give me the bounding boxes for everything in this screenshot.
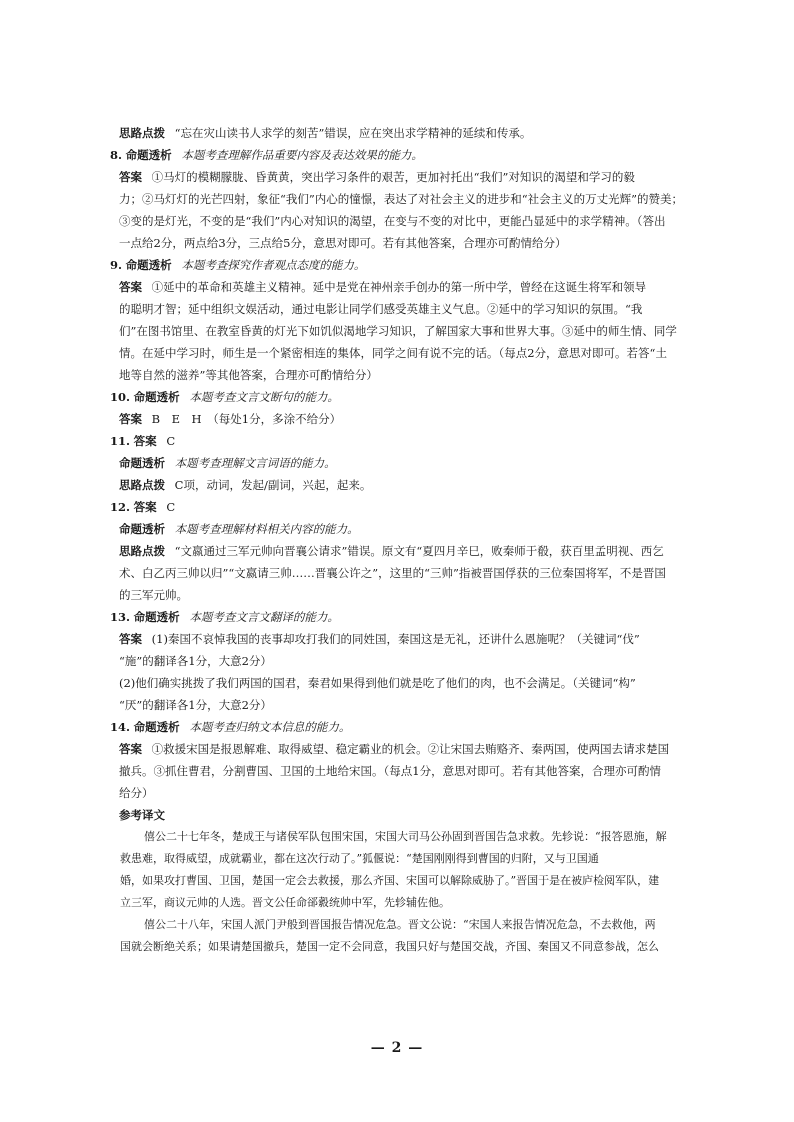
translation-line: 僖公二十七年冬，楚成王与诸侯军队包围宋国，宋国大司马公孙固到晋国告急求救。先轸说：“报答恩施，解: [144, 830, 667, 843]
answer-label: 答案: [119, 412, 142, 426]
q8-answer-line: ③变的是灯光，不变的是“我们”内心对知识的渴望，在变与不变的对比中，更能凸显延中的求学精神。（答出: [119, 214, 666, 228]
analysis-label: 命题透析: [125, 258, 172, 272]
translation-line: 婚，如果攻打曹国、卫国，楚国一定会去救援，那么齐国、宋国可以解除威胁了。”晋国于是在被庐检阅军队，建: [120, 874, 660, 887]
q12-hint-line: 的三军元帅。: [119, 588, 188, 602]
translation-paragraph-1: [110, 826, 690, 914]
q12-answer-row: [110, 496, 690, 518]
q12-number: 12.: [110, 500, 131, 514]
analysis-text: 本题考查探究作者观点态度的能力。: [181, 258, 366, 272]
analysis-text: 本题考查文言文翻译的能力。: [189, 610, 339, 624]
analysis-text: 本题考查理解作品重要内容及表达效果的能力。: [181, 148, 423, 162]
q11-hint-line: [110, 474, 690, 496]
analysis-label: 命题透析: [119, 522, 165, 536]
q9-answer-line: 地等自然的滋养”等其他答案，合理亦可酌情给分）: [119, 368, 378, 382]
answer-text: C: [166, 500, 176, 514]
q8-number: 8.: [110, 148, 123, 162]
q12-analysis-line: [110, 518, 690, 540]
page-number: — 2 —: [370, 1040, 424, 1056]
answer-text: C: [166, 434, 176, 448]
q10-number: 10.: [110, 390, 131, 404]
q13-answer-line: “施”的翻译各1分，大意2分）: [119, 654, 272, 668]
answer-text: ①延中的革命和英雄主义精神。延中是党在神州亲手创办的第一所中学，曾经在这诞生将军和领导: [151, 280, 647, 294]
q8-answer-line: 一点给2分，两点给3分，三点给5分，意思对即可。若有其他答案，合理亦可酌情给分）: [119, 236, 567, 250]
q8-answer-line: [110, 166, 690, 188]
analysis-text: 本题考查理解文言词语的能力。: [174, 456, 336, 470]
q9-number: 9.: [110, 258, 123, 272]
answer-text: ①救援宋国是报恩解难、取得威望、稳定霸业的机会。②让宋国去贿赂齐、秦两国，使两国去请求楚国: [151, 742, 670, 756]
hint-text: “忘在灾山读书人求学的刻苦”错误，应在突出求学精神的延续和传承。: [174, 126, 532, 140]
answer-label: 答案: [119, 280, 142, 294]
analysis-label: 命题透析: [133, 390, 180, 404]
q13-answer-line: [110, 628, 690, 650]
answer-text: B E H （每处1分，多涂不给分）: [151, 412, 342, 426]
q10-analysis-row: [110, 386, 690, 408]
answer-label: 答案: [119, 632, 142, 646]
q13-analysis-row: [110, 606, 690, 628]
analysis-label: 命题透析: [125, 148, 172, 162]
q11-analysis-line: [110, 452, 690, 474]
q13-answer-line: “厌”的翻译各1分，大意2分）: [119, 698, 272, 712]
analysis-text: 本题考查文言文断句的能力。: [189, 390, 339, 404]
translation-line: 立三军，商议元帅的人选。晋文公任命郤縠统帅中军，先轸辅佐他。: [120, 896, 450, 909]
answer-text: (1)秦国不哀悼我国的丧事却攻打我们的同姓国，秦国这是无礼，还讲什么恩施呢？（关键词“伐”: [151, 632, 640, 646]
q9-answer-line: 的聪明才智；延中组织文娱活动，通过电影让同学们感受英雄主义气息。②延中的学习知识的氛围。“我: [119, 302, 643, 316]
q12-hint-line: 术、白乙丙三帅以归”“文嬴请三帅……晋襄公许之”，这里的“三帅”指被晋国俘获的三位秦国将军，不是晋国: [119, 566, 666, 580]
translation-line: 僖公二十八年，宋国人派门尹般到晋国报告情况危急。晋文公说：“宋国人来报告情况危急，不去救他，两: [144, 918, 656, 931]
q14-analysis-row: [110, 716, 690, 738]
answer-content: [110, 122, 690, 958]
answer-text: ①马灯的模糊朦胧、昏黄黄，突出学习条件的艰苦，更加衬托出“我们”对知识的渴望和学习的毅: [151, 170, 635, 184]
translation-paragraph-2: [110, 914, 690, 958]
q9-answer-line: 情。在延中学习时，师生是一个紧密相连的集体，同学之间有说不完的话。（每点2分，意思对即可。若答“土: [119, 346, 667, 360]
q8-answer-line: 力；②马灯灯的光芒四射，象征“我们”内心的憧憬，表达了对社会主义的进步和“社会主义的万丈光辉”的赞美；: [119, 192, 684, 206]
analysis-label: 命题透析: [119, 456, 165, 470]
analysis-label: 命题透析: [133, 720, 180, 734]
hint-text: “文嬴通过三军元帅向晋襄公请求”错误。原文有“夏四月辛巳，败秦师于殽，获百里孟明视、西乞: [174, 544, 664, 558]
q13-answer-line: (2)他们确实挑拨了我们两国的国君，秦君如果得到他们就是吃了他们的肉，也不会满足。（关键词“构”: [119, 676, 636, 690]
q9-answer-line: 们”在图书馆里、在教室昏黄的灯光下如饥似渴地学习知识，了解国家大事和世界大事。③延中的师生情、同学: [119, 324, 677, 338]
answer-label: 答案: [133, 500, 157, 514]
q12-hint-line: [110, 540, 690, 562]
q11-answer-row: [110, 430, 690, 452]
hint-text: C项，动词，发起/副词，兴起，起来。: [174, 478, 372, 492]
analysis-label: 命题透析: [133, 610, 180, 624]
q14-number: 14.: [110, 720, 131, 734]
translation-line: 救患难，取得威望，成就霸业，都在这次行动了。”狐偃说：“楚国刚刚得到曹国的归附，又与卫国通: [120, 852, 599, 865]
analysis-text: 本题考查归纳文本信息的能力。: [189, 720, 351, 734]
analysis-text: 本题考查理解材料相关内容的能力。: [174, 522, 359, 536]
q8-analysis-row: [110, 144, 690, 166]
q11-number: 11.: [110, 434, 131, 448]
answer-label: 答案: [119, 170, 142, 184]
hint-label: 思路点拨: [119, 126, 165, 140]
answer-label: 答案: [119, 742, 142, 756]
hint-label: 思路点拨: [119, 544, 165, 558]
reference-translation-heading: 参考译文: [119, 808, 165, 822]
hint-label: 思路点拨: [119, 478, 165, 492]
q13-number: 13.: [110, 610, 131, 624]
q7-hint-row: [110, 122, 690, 144]
translation-line: 国就会断绝关系；如果请楚国撤兵，楚国一定不会同意，我国只好与楚国交战，齐国、秦国又不同意参战，怎么: [120, 940, 659, 953]
q9-analysis-row: [110, 254, 690, 276]
q10-answer-line: [110, 408, 690, 430]
q14-answer-line: 撤兵。③抓住曹君，分割曹国、卫国的土地给宋国。（每点1分，意思对即可。若有其他答案，合理亦可酌情: [119, 764, 662, 778]
answer-label: 答案: [133, 434, 157, 448]
q14-answer-line: [110, 738, 690, 760]
q14-answer-line: 给分）: [119, 786, 154, 800]
q9-answer-line: [110, 276, 690, 298]
